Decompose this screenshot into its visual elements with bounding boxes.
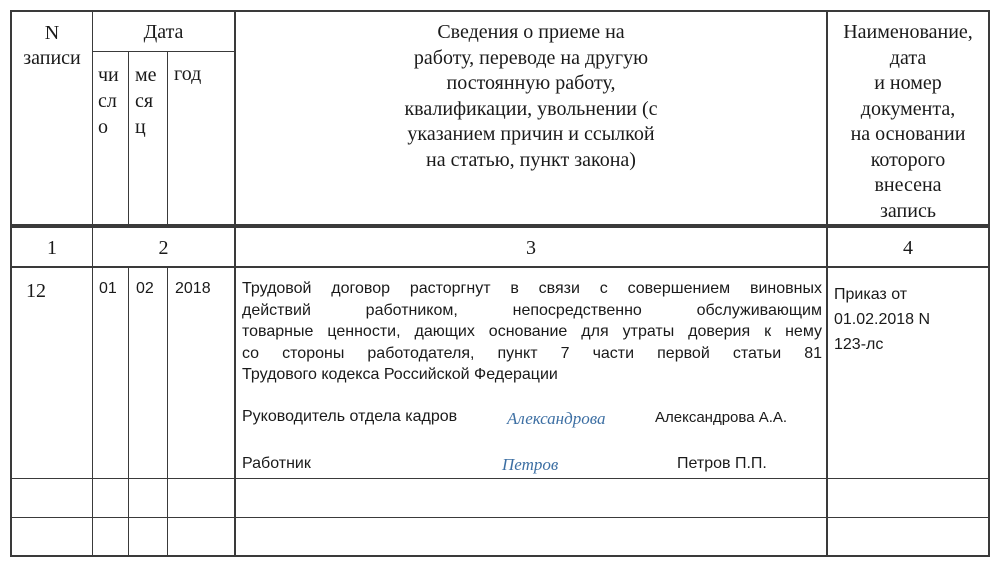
table-border-bottom xyxy=(10,555,990,557)
document-header: Наименование, дата и номер документа, на основании которого внесена запись xyxy=(843,21,973,222)
table-border-right xyxy=(988,10,990,557)
entry-year: 2018 xyxy=(175,280,211,297)
column-divider xyxy=(92,10,93,557)
hr-head-label: Руководитель отдела кадров xyxy=(242,408,458,425)
column-divider xyxy=(167,268,168,557)
column-numbers-divider xyxy=(10,266,990,268)
month-header: ме ся ц xyxy=(135,64,157,138)
worker-label: Работник xyxy=(242,455,311,472)
year-header: год xyxy=(174,63,202,85)
column-number-2: 2 xyxy=(158,237,169,259)
column-divider xyxy=(167,51,168,226)
hr-head-signature: Александрова xyxy=(507,409,606,428)
row-divider xyxy=(10,517,990,518)
column-divider xyxy=(128,268,129,557)
column-number-3: 3 xyxy=(526,237,536,259)
row-divider xyxy=(10,478,990,479)
date-header: Дата xyxy=(143,21,184,43)
entry-day: 01 xyxy=(99,280,117,297)
worker-name: Петров П.П. xyxy=(677,455,767,472)
entry-month: 02 xyxy=(136,280,154,297)
column-number-1: 1 xyxy=(47,237,57,259)
worker-signature: Петров xyxy=(502,455,559,474)
column-divider xyxy=(128,51,129,226)
entry-document: Приказ от 01.02.2018 N 123-лс xyxy=(834,286,931,353)
day-header: чи сл о xyxy=(98,64,119,138)
entry-number: 12 xyxy=(26,280,46,302)
header-divider-thick xyxy=(10,224,990,228)
table-border-top xyxy=(10,10,990,12)
date-header-divider xyxy=(92,51,235,52)
column-number-4: 4 xyxy=(903,237,913,259)
table-border-left xyxy=(10,10,12,557)
hr-head-name: Александрова А.А. xyxy=(655,409,788,426)
record-info-header: Сведения о приеме на работу, переводе на другую постоянную работу, квалификации, увольнении (с указанием причин и ссылкой на статью, пункт закона) xyxy=(404,21,658,171)
record-number-header: N записи xyxy=(23,22,81,69)
entry-text: Трудовой договор расторгнут в связи с совершением виновных действий работником, непосредственно обслуживающим товарные ценности, дающих основание для утраты доверия к нему со стороны работодателя, пункт 7 части первой статьи 81 Трудового кодекса Российской Федерации xyxy=(242,280,822,383)
